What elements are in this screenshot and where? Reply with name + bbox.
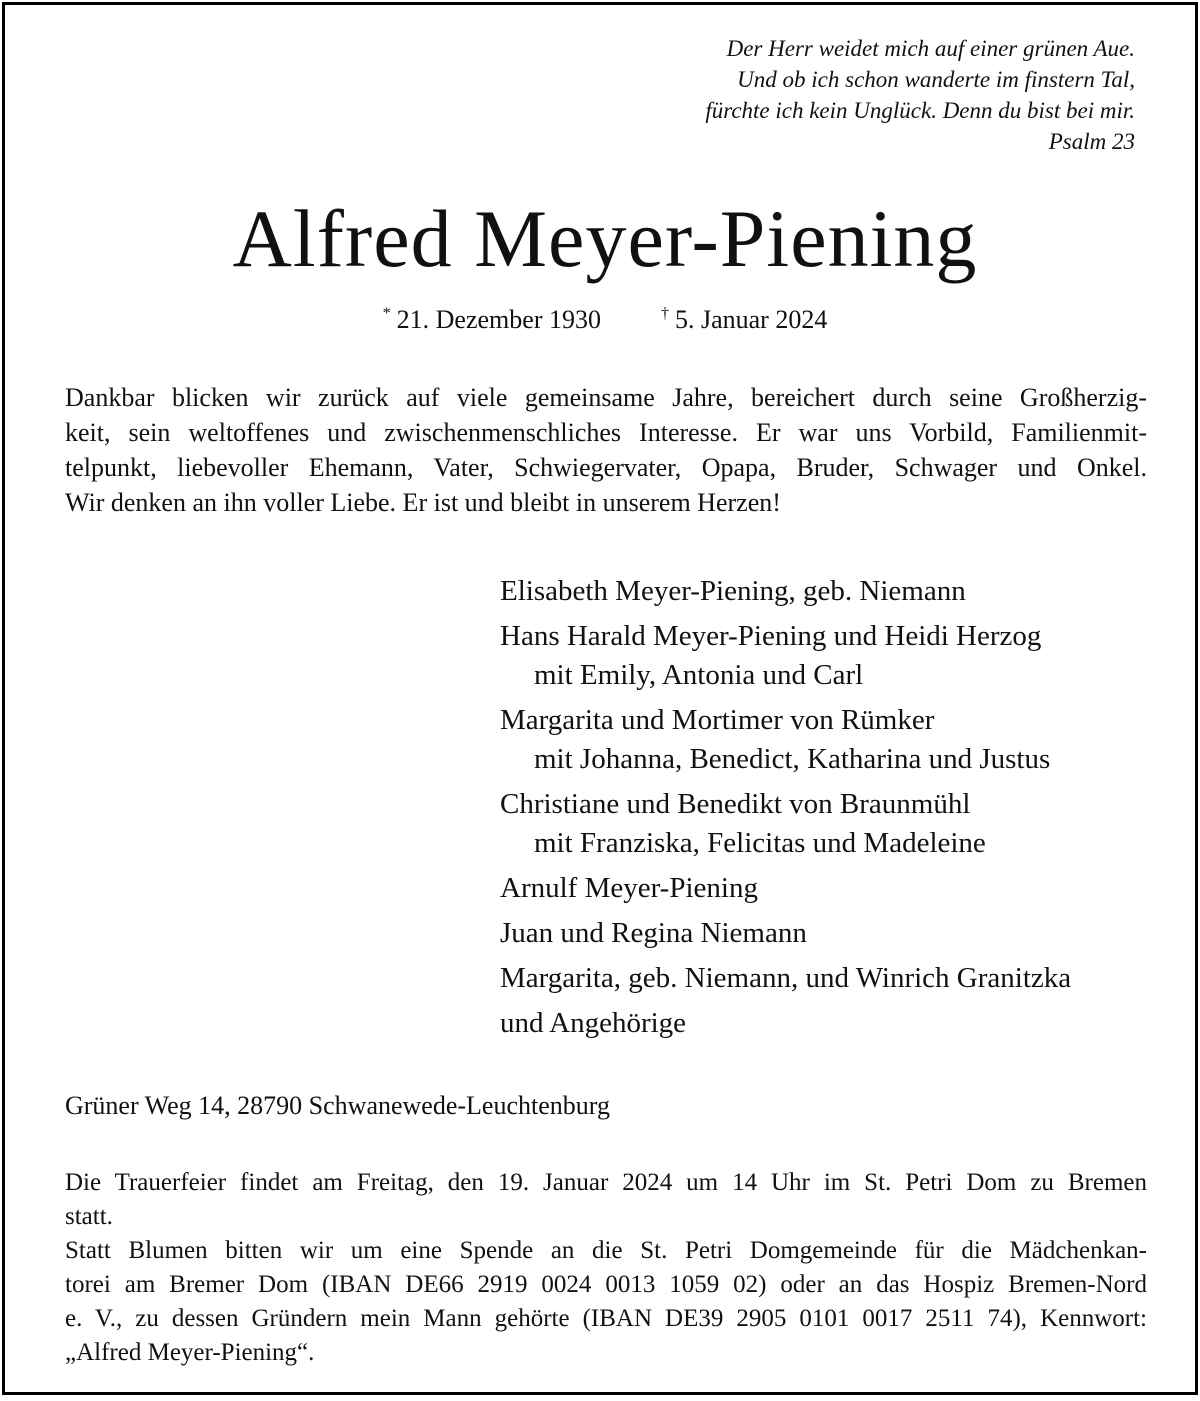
mourner-entry [500, 785, 1160, 863]
tribute-line: Dankbar blicken wir zurück auf viele gemeinsame Jahre, bereichert durch seine Großherzig- [65, 383, 1147, 412]
mourner-children: mit Franziska, Felicitas und Madeleine [534, 827, 986, 859]
death-cross-icon: † [660, 305, 669, 322]
mourner-main: Christiane und Benedikt von Braunmühl [500, 788, 971, 820]
notice-line: „Alfred Meyer-Piening“. [65, 1339, 315, 1366]
mourner-entry [500, 617, 1160, 695]
mourner-main: Arnulf Meyer-Piening [500, 872, 758, 904]
mourner-main: Juan und Regina Niemann [500, 917, 807, 949]
death-date: 5. Januar 2024 [674, 305, 828, 334]
mourner-main: Margarita, geb. Niemann, und Winrich Granitzka [500, 962, 1072, 994]
mourner-children: mit Emily, Antonia und Carl [534, 659, 864, 691]
notice-line: Die Trauerfeier findet am Freitag, den 19. Januar 2024 um 14 Uhr im St. Petri Dom zu Bremen [65, 1169, 1147, 1196]
deceased-name: Alfred Meyer-Piening [232, 193, 978, 284]
epigraph-line: Und ob ich schon wanderte im finstern Tal, [737, 67, 1135, 92]
mourner-entry [500, 701, 1160, 779]
birth-date: 21. Dezember 1930 [396, 305, 601, 334]
tribute-line: Wir denken an ihn voller Liebe. Er ist und bleibt in unserem Herzen! [65, 488, 781, 517]
notice-line: torei am Bremer Dom (IBAN DE66 2919 0024 0013 1059 02) oder an das Hospiz Bremen-Nord [65, 1271, 1147, 1298]
epigraph-source: Psalm 23 [1048, 129, 1135, 154]
obituary-frame [2, 2, 1198, 1395]
funeral-notice [65, 1166, 1147, 1370]
birth-star-icon: * [382, 305, 391, 322]
tribute-text [65, 380, 1147, 520]
mourner-entry [500, 1004, 1160, 1043]
mourner-main: Hans Harald Meyer-Piening und Heidi Herzog [500, 620, 1042, 652]
notice-line: Statt Blumen bitten wir um eine Spende an die St. Petri Domgemeinde für die Mädchenkan- [65, 1237, 1147, 1264]
epigraph-line: fürchte ich kein Unglück. Denn du bist bei mir. [705, 98, 1135, 123]
epigraph [535, 33, 1135, 157]
mourners-list [500, 572, 1160, 1049]
life-dates [5, 297, 1200, 337]
mourner-main: und Angehörige [500, 1007, 687, 1039]
family-address: Grüner Weg 14, 28790 Schwanewede-Leuchtenburg [65, 1091, 610, 1120]
mourner-entry [500, 959, 1160, 998]
death-date-group [661, 297, 827, 337]
mourner-entry [500, 572, 1160, 611]
tribute-line: keit, sein weltoffenes und zwischenmenschliches Interesse. Er war uns Vorbild, Familienmit- [65, 418, 1147, 447]
birth-date-group [383, 297, 601, 337]
tribute-line: telpunkt, liebevoller Ehemann, Vater, Schwiegervater, Opapa, Bruder, Schwager und Onkel. [65, 453, 1147, 482]
mourner-entry [500, 869, 1160, 908]
mourner-children: mit Johanna, Benedict, Katharina und Justus [534, 743, 1051, 775]
notice-line: e. V., zu dessen Gründern mein Mann gehörte (IBAN DE39 2905 0101 0017 2511 74), Kennwort: [65, 1305, 1147, 1332]
notice-line: statt. [65, 1203, 113, 1230]
epigraph-line: Der Herr weidet mich auf einer grünen Aue. [726, 36, 1135, 61]
mourner-entry [500, 914, 1160, 953]
mourner-main: Elisabeth Meyer-Piening, geb. Niemann [500, 575, 966, 607]
mourner-main: Margarita und Mortimer von Rümker [500, 704, 935, 736]
